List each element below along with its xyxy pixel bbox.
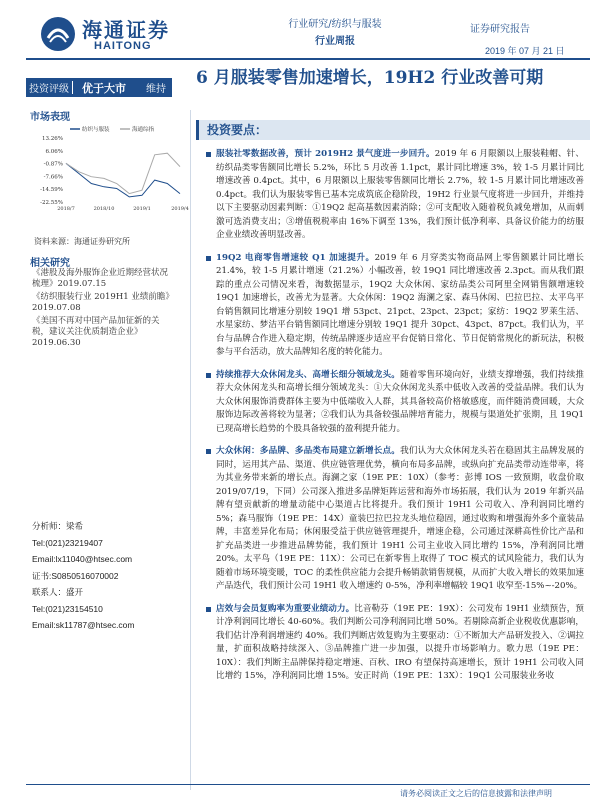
analyst-line[interactable]: Email:sk11787@htsec.com: [32, 620, 135, 630]
y-tick-label: -0.87%: [43, 161, 63, 168]
key-point-paragraph: [206, 445, 584, 594]
x-tick-label: 2019/4: [171, 206, 189, 212]
market-chart: [26, 124, 189, 220]
analyst-line: 分析师：梁希: [32, 521, 84, 531]
market-heading: 市场表现: [30, 112, 70, 123]
rating-status: 维持: [146, 84, 166, 95]
related-item[interactable]: 《港股及海外服饰企业近期经营状况梳理》2019.07.15: [32, 268, 169, 289]
y-tick-label: 13.26%: [42, 136, 63, 142]
paragraph-text: 2019 年 6 月穿类实物商品网上零售额累计同比增长 21.4%，较 1-5 月累计增速（21.2%）小幅改善，较 19Q1 同比增速改善 2.3pct。而从我们跟踪的重点公司情况来看，淘数据显示，19Q2 大众休闲、家纺品类公司阿里全网销售额增速较 19Q1 加速增长，改善尤为显著。大众休闲：19Q2 海澜之家、森马休闲、巴拉巴拉、太平鸟平台销售额同比增速分别较 19Q1 增 53pct、21pct、23pct、23pct；家纺：19Q2 罗莱生活、水星家纺、梦洁平台销售额同比增速分别较 19Q1 提升 30pct、43pct、87pct。我们认为，平台与品牌合作进入稳定期，传统品牌逐步适应平台促销日常化、节日促销常规化的新玩法，积极参与平台活动，放大品牌知名度的转化能力。: [216, 252, 584, 357]
column-divider: [190, 110, 191, 790]
key-point-paragraph: [206, 369, 584, 437]
paragraph-heading: 服装社零数据改善，预计 2019H2 景气度进一步回升。: [216, 149, 435, 159]
y-tick-label: 6.06%: [45, 148, 63, 155]
report-date: 2019 年 07 月 21 日: [485, 46, 565, 56]
report-subcategory: 行业周报: [315, 36, 355, 47]
analyst-line: 联系人：盛开: [32, 587, 84, 597]
paragraph-text: 随着零售环境向好，业绩支撑增强，我们持续推荐大众休闲龙头和高增长细分领域龙头：①大众休闲龙头系中低收入改善的受益品牌。我们认为大众休闲服饰消费群体主要为中低端收入人群，其具备较高价格敏感度，而伴随消费回暖，大众服饰边际改善将较为显著；②我们认为具备较强品牌培育能力，规模与渠道处扩张期，且 19Q1 已现高增长趋势的个股具备较强的盈利提升能力。: [216, 369, 584, 434]
rating-bar: [26, 78, 172, 97]
paragraph-text: 我们认为大众休闲龙头若在稳固其主品牌发展的同时，运用其产品、渠道、供应链管理优势，横向布局多品牌，或纵向扩充品类带动连带率，将为其业务带来新的增长点。海澜之家（19E PE：10X）（参考：彭博 IOS 一致预期，收盘价取 2019/07/19，下同）公司深入推进多品牌矩阵运营和海外市场拓展，我们认为 2019 年新兴品牌有望贡献新的增量动能中心渠道占比将提升。我们预计 19H1 公司收入、净利润同比增约 5%；森马服饰（19E PE：14X）童装巴拉巴拉龙头地位稳固，通过收购和增强海外多个童装品牌，丰富差异化布局；休闲服受益于供应链管理提升，增速企稳，公司通过深耕高性价比产品和扩充品类进一步推进品牌势能，我们预计 19H1 公司主业收入同比增约 15%，净利润同比增 20%。太平鸟（19E PE：11X）：公司已在新零售上取得了 TOC 模式的试风险能力，我们认为随着市场环境变暖，TOC 的柔性供应能力会提升畅销款销售规模，从而扩大收入增长的效果加速产品迭代，我们预计公司 19H1 收入增速约 0-5%，净利率增幅较 19Q1 收窄至-15%~-20%。: [216, 446, 584, 591]
related-list: [32, 268, 172, 351]
analyst-line: Tel:(021)23219407: [32, 537, 103, 548]
header-divider: [26, 58, 590, 60]
paragraph-text: 比音勒芬（19E PE：19X）：公司发布 19H1 业绩预告，预计净利润同比增长 40-60%。我们判断公司净利润同比增 50%。若剔除高新企业税收优惠影响，我们估计净利润增速约 40%。我们判断店效复购为主要驱动：①不断加大产品研发投入、②调拉量，扩面积战略持续深入、③品牌推广进一步加强，以提升市场影响力。歌力思（19E PE：10X）：我们判断主品牌保持稳定增速、百秋、IRO 有望保持高速增长，预计 19H1 公司收入同比增约 15%，净利润同比增 15%。安正时尚（19E PE：13X）：19Q1 公司服装业务收: [216, 603, 584, 681]
footer-disclaimer: 请务必阅读正文之后的信息披露和法律声明: [400, 789, 552, 798]
x-tick-label: 2018/7: [57, 206, 75, 212]
chart-source: 资料来源：海通证券研究所: [34, 237, 130, 246]
related-heading: 相关研究: [30, 258, 70, 269]
company-logo: [40, 12, 190, 56]
key-points-heading: 投资要点：: [196, 120, 590, 140]
paragraph-heading: 持续推荐大众休闲龙头、高增长细分领域龙头。: [216, 369, 401, 380]
logo-english: HAITONG: [94, 40, 152, 52]
paragraph-heading: 大众休闲：多品牌、多品类布局建立新增长点。: [216, 446, 401, 456]
paragraph-heading: 店效与会员复购率为重要业绩动力。: [216, 603, 355, 614]
rating-label: 投资评级: [29, 84, 69, 95]
legend-label: 纺织与服装: [82, 127, 110, 133]
analyst-line: Tel:(021)23154510: [32, 603, 103, 614]
series-line-0: [66, 163, 180, 197]
paragraph-text: 2019 年 6 月限额以上服装鞋帽、针、纺织品类零售额同比增长 5.2%，环比 5 月改善 1.1pct，累计同比增速 3%，较 1-5 月累计同比增速改善 0.4pct。其中，6 月限额以上服装零售额同比增长 2.7%，较 1-5 月累计同比增速改善 0.4pct。我们认为服装零售已基本完成筑底企稳阶段，19H2 行业景气度将进一步回升，并维持以下主要驱动因素判断：①19Q2 起高基数因素消除；②可支配收入随着税负减免增加，从而刺激可选消费支出；③增值税税率由 16%下调至 13%，我们预计低净利率、具备议价能力的纺服企业业绩改善明显改善。: [216, 149, 584, 240]
rating-value: 优于大市: [82, 81, 126, 95]
report-type: 证券研究报告: [470, 24, 530, 35]
main-body: [206, 148, 584, 693]
y-tick-label: -7.66%: [43, 174, 63, 181]
page-title: 6 月服装零售加速增长，19H2 行业改善可期: [196, 68, 544, 88]
y-tick-label: -14.59%: [40, 187, 63, 194]
analyst-line[interactable]: Email:lx11040@htsec.com: [32, 554, 133, 564]
market-chart-svg: [26, 124, 189, 220]
series-line-1: [66, 153, 180, 193]
key-point-paragraph: [206, 603, 584, 684]
analyst-line: 证书:S0850516070002: [32, 570, 119, 581]
report-category: 行业研究/纺织与服装: [288, 19, 382, 30]
footer-divider: [26, 784, 590, 785]
related-item[interactable]: 《纺织服装行业 2019H1 业绩前瞻》2019.07.08: [32, 292, 170, 313]
related-item[interactable]: 《美国不再对中国产品加征新的关税，建议关注优质制造企业》2019.06.30: [32, 316, 160, 348]
key-point-paragraph: [206, 252, 584, 360]
key-point-paragraph: [206, 148, 584, 243]
paragraph-heading: 19Q2 电商零售增速较 Q1 加速提升。: [216, 252, 375, 263]
analyst-block: [32, 518, 177, 634]
header-category-block: [280, 16, 390, 50]
y-tick-label: -22.55%: [40, 200, 63, 206]
x-tick-label: 2019/1: [133, 206, 151, 212]
legend-label: 海通综指: [132, 127, 155, 133]
logo-chinese: 海通证券: [82, 18, 170, 42]
rating-separator: [72, 81, 79, 94]
x-tick-label: 2018/10: [93, 206, 115, 212]
logo-emblem-icon: [40, 16, 76, 52]
